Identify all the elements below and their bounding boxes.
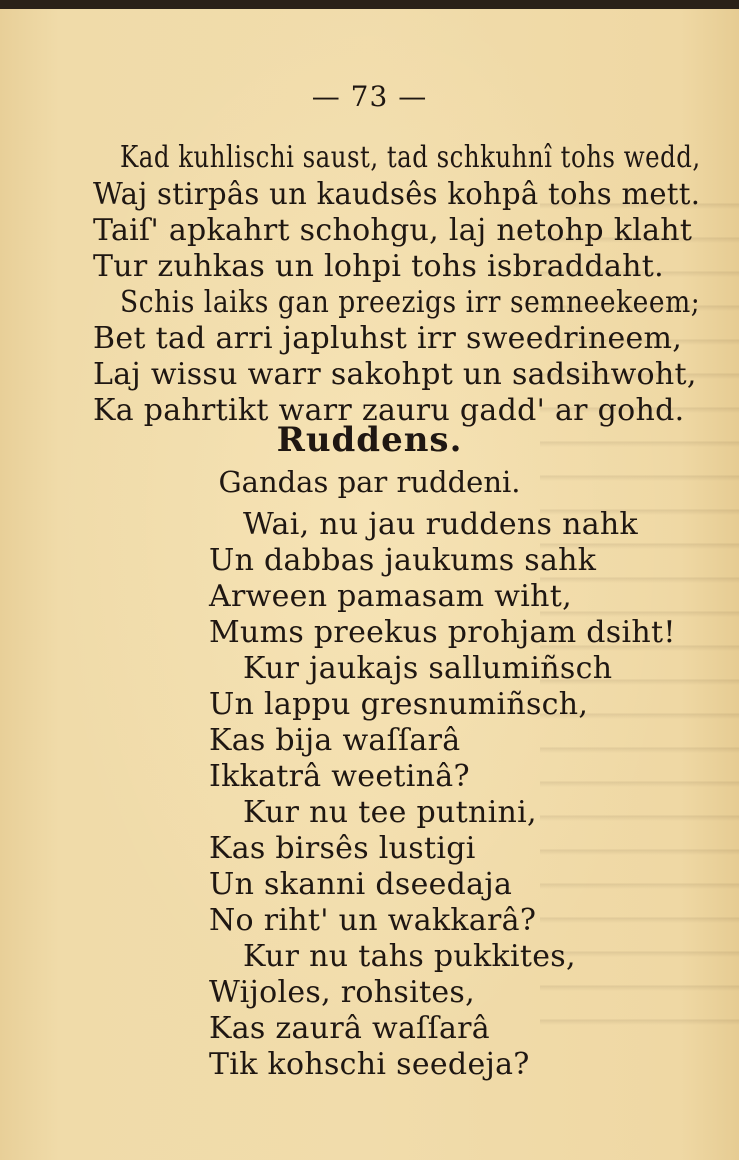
stanza-line: Schis laiks gan preezigs irr semneekeem; <box>120 285 701 320</box>
stanza-line: Waj stirpâs un kaudsês kohpâ tohs mett. <box>93 177 701 212</box>
section-title: Ruddens. <box>276 420 463 460</box>
stanza-line: Tur zuhkas un lohpi tohs isbraddaht. <box>93 249 664 284</box>
stanza-line: Kad kuhlischi saust, tad schkuhnî tohs wedd, <box>120 140 701 175</box>
top-border-rule <box>0 0 739 9</box>
stanza-line: Bet tad arri japluhst irr sweedrineem, <box>93 321 683 356</box>
poem-line: No riht' un wakkarâ? <box>209 903 537 938</box>
poem-line: Kur jaukajs sallumiñsch <box>243 651 613 686</box>
poem-line: Un lappu gresnumiñsch, <box>209 687 589 722</box>
poem-line: Mums preekus prohjam dsiht! <box>209 615 676 650</box>
poem-line: Arween pamasam wiht, <box>209 579 572 614</box>
poem-line: Wijoles, rohsites, <box>209 975 475 1010</box>
poem-line: Kas bija waſſarâ <box>209 723 461 758</box>
section-subtitle: Gandas par ruddeni. <box>218 465 521 499</box>
poem-line: Ikkatrâ weetinâ? <box>209 759 470 794</box>
poem-line: Kas zaurâ waſſarâ <box>209 1011 490 1046</box>
poem-line: Un dabbas jaukums sahk <box>209 543 597 578</box>
stanza-line: Laj wissu warr sakohpt un sadsihwoht, <box>93 357 697 392</box>
poem-line: Un skanni dseedaja <box>209 867 513 902</box>
page-number: — 73 — <box>311 80 428 113</box>
poem-line: Kas birsês lustigi <box>209 831 476 866</box>
poem-line: Tik kohschi seedeja? <box>209 1047 530 1082</box>
poem-line: Wai, nu jau ruddens nahk <box>243 507 638 542</box>
stanza-line: Ka pahrtikt warr zauru gadd' ar gohd. <box>93 393 685 428</box>
poem-line: Kur nu tahs pukkites, <box>243 939 576 974</box>
stanza-line: Taiſ' apkahrt schohgu, laj netohp klaht <box>93 213 693 248</box>
poem-line: Kur nu tee putnini, <box>243 795 537 830</box>
